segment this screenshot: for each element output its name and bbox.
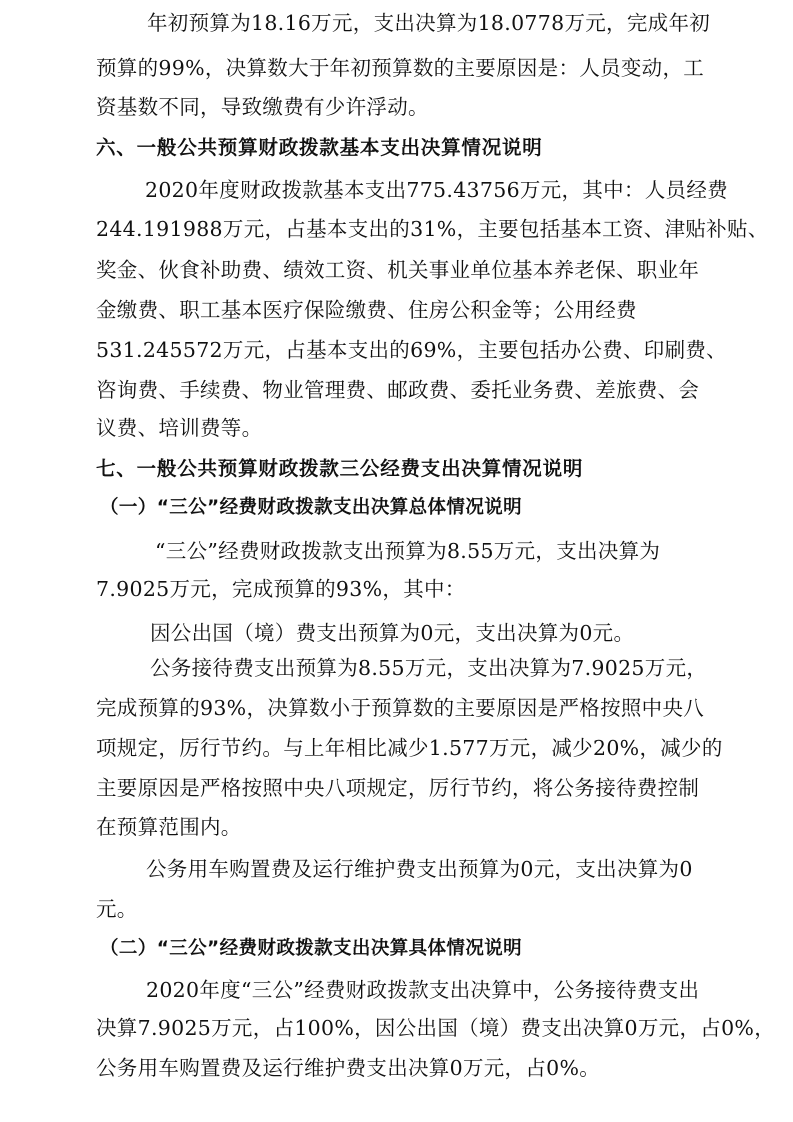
paragraph-line: 预算的99%，决算数大于年初预算数的主要原因是：人员变动，工 bbox=[96, 56, 705, 80]
paragraph-line: 因公出国（境）费支出预算为0元，支出决算为0元。 bbox=[150, 621, 635, 645]
paragraph-line: 决算7.9025万元，占100%，因公出国（境）费支出决算0万元，占0%， bbox=[96, 1016, 775, 1040]
paragraph-line: 公务接待费支出预算为8.55万元，支出决算为7.9025万元， bbox=[150, 656, 708, 680]
paragraph-line: 年初预算为18.16万元，支出决算为18.0778万元，完成年初 bbox=[147, 11, 711, 35]
paragraph-line: 完成预算的93%，决算数小于预算数的主要原因是严格按照中央八 bbox=[96, 696, 705, 720]
paragraph-line: 元。 bbox=[96, 897, 138, 921]
subsection-heading-2: （二）“三公”经费财政拨款支出决算具体情况说明 bbox=[100, 938, 523, 959]
section-heading-6: 六、一般公共预算财政拨款基本支出决算情况说明 bbox=[96, 136, 543, 159]
paragraph-line: 奖金、伙食补助费、绩效工资、机关事业单位基本养老保、职业年 bbox=[96, 258, 700, 282]
paragraph-line: 531.245572万元，占基本支出的69%，主要包括办公费、印刷费、 bbox=[96, 338, 727, 362]
paragraph-line: 2020年度财政拨款基本支出775.43756万元，其中：人员经费 bbox=[145, 178, 728, 202]
paragraph-line: 244.191988万元，占基本支出的31%，主要包括基本工资、津贴补贴、 bbox=[96, 217, 769, 241]
paragraph-line: 主要原因是严格按照中央八项规定，厉行节约，将公务接待费控制 bbox=[96, 776, 700, 800]
paragraph-line: 公务用车购置费及运行维护费支出决算0万元，占0%。 bbox=[96, 1056, 601, 1080]
paragraph-line: 公务用车购置费及运行维护费支出预算为0元，支出决算为0 bbox=[146, 857, 693, 881]
paragraph-line: “三公”经费财政拨款支出预算为8.55万元，支出决算为 bbox=[155, 539, 661, 563]
paragraph-line: 2020年度“三公”经费财政拨款支出决算中，公务接待费支出 bbox=[146, 978, 700, 1002]
paragraph-line: 在预算范围内。 bbox=[96, 815, 242, 839]
section-heading-7: 七、一般公共预算财政拨款三公经费支出决算情况说明 bbox=[96, 457, 584, 480]
paragraph-line: 项规定，厉行节约。与上年相比减少1.577万元，减少20%，减少的 bbox=[96, 736, 723, 760]
paragraph-line: 7.9025万元，完成预算的93%，其中： bbox=[96, 577, 466, 601]
paragraph-line: 资基数不同，导致缴费有少许浮动。 bbox=[96, 95, 429, 119]
paragraph-line: 金缴费、职工基本医疗保险缴费、住房公积金等；公用经费 bbox=[96, 298, 637, 322]
paragraph-line: 咨询费、手续费、物业管理费、邮政费、委托业务费、差旅费、会 bbox=[96, 378, 700, 402]
subsection-heading-1: （一）“三公”经费财政拨款支出决算总体情况说明 bbox=[100, 497, 523, 518]
paragraph-line: 议费、培训费等。 bbox=[96, 416, 263, 440]
